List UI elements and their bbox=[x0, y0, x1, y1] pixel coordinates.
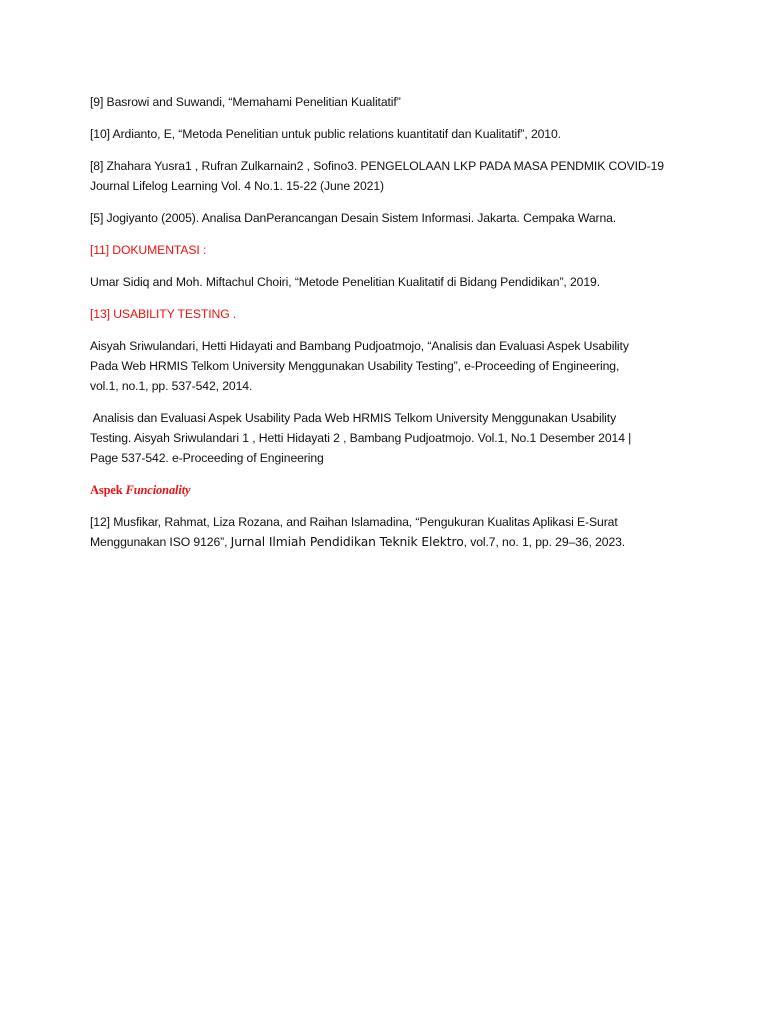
reference-musfikar-line2a: Menggunakan ISO 9126”, bbox=[90, 535, 231, 549]
reference-musfikar-line1: [12] Musfikar, Rahmat, Liza Rozana, and Raihan Islamadina, “Pengukuran Kualitas Aplikasi E-Surat bbox=[90, 515, 618, 529]
reference-ardianto bbox=[90, 124, 685, 144]
reference-aisyah-1-line3: vol.1, no.1, pp. 537-542, 2014. bbox=[90, 379, 253, 393]
reference-zhahara-line2: Journal Lifelog Learning Vol. 4 No.1. 15-22 (June 2021) bbox=[90, 179, 384, 193]
heading-usability-testing bbox=[90, 304, 685, 324]
heading-aspek-word: Aspek bbox=[90, 483, 126, 497]
heading-dokumentasi bbox=[90, 240, 685, 260]
reference-zhahara bbox=[90, 156, 685, 196]
reference-umar-sidiq-text: Umar Sidiq and Moh. Miftachul Choiri, “Metode Penelitian Kualitatif di Bidang Pendidikan”, 2019. bbox=[90, 275, 601, 289]
reference-musfikar bbox=[90, 512, 685, 552]
heading-dokumentasi-text: [11] DOKUMENTASI : bbox=[90, 243, 207, 257]
reference-aisyah-1 bbox=[90, 336, 685, 396]
reference-ardianto-text: [10] Ardianto, E, “Metoda Penelitian untuk public relations kuantitatif dan Kualitatif”, 2010. bbox=[90, 127, 561, 141]
reference-basrowi-text: [9] Basrowi and Suwandi, “Memahami Penelitian Kualitatif” bbox=[90, 95, 401, 109]
reference-musfikar-line2c: , vol.7, no. 1, pp. 29–36, 2023. bbox=[463, 535, 626, 549]
reference-basrowi bbox=[90, 92, 685, 112]
reference-list bbox=[90, 92, 685, 564]
reference-musfikar-journal: Jurnal Ilmiah Pendidikan Teknik Elektro bbox=[230, 535, 464, 549]
heading-usability-testing-text: [13] USABILITY TESTING . bbox=[90, 307, 237, 321]
reference-umar-sidiq bbox=[90, 272, 685, 292]
reference-aisyah-2-line1: Analisis dan Evaluasi Aspek Usability Pada Web HRMIS Telkom University Menggunakan Usability bbox=[90, 411, 617, 425]
reference-jogiyanto-text: [5] Jogiyanto (2005). Analisa DanPerancangan Desain Sistem Informasi. Jakarta. Cempaka Warna. bbox=[90, 211, 617, 225]
reference-aisyah-2-line2: Testing. Aisyah Sriwulandari 1 , Hetti Hidayati 2 , Bambang Pudjoatmojo. Vol.1, No.1 Desember 2014 | bbox=[90, 431, 632, 445]
reference-aisyah-1-line1: Aisyah Sriwulandari, Hetti Hidayati and Bambang Pudjoatmojo, “Analisis dan Evaluasi Aspek Usability bbox=[90, 339, 629, 353]
reference-aisyah-2 bbox=[90, 408, 685, 468]
heading-aspek-funcionality bbox=[90, 480, 685, 500]
reference-jogiyanto bbox=[90, 208, 685, 228]
heading-funcionality-word: Funcionality bbox=[125, 483, 191, 497]
reference-aisyah-1-line2: Pada Web HRMIS Telkom University Menggunakan Usability Testing”, e-Proceeding of Engineering, bbox=[90, 359, 620, 373]
reference-aisyah-2-line3: Page 537-542. e-Proceeding of Engineering bbox=[90, 451, 324, 465]
reference-zhahara-line1: [8] Zhahara Yusra1 , Rufran Zulkarnain2 , Sofino3. PENGELOLAAN LKP PADA MASA PENDMIK COVID-19 bbox=[90, 159, 664, 173]
